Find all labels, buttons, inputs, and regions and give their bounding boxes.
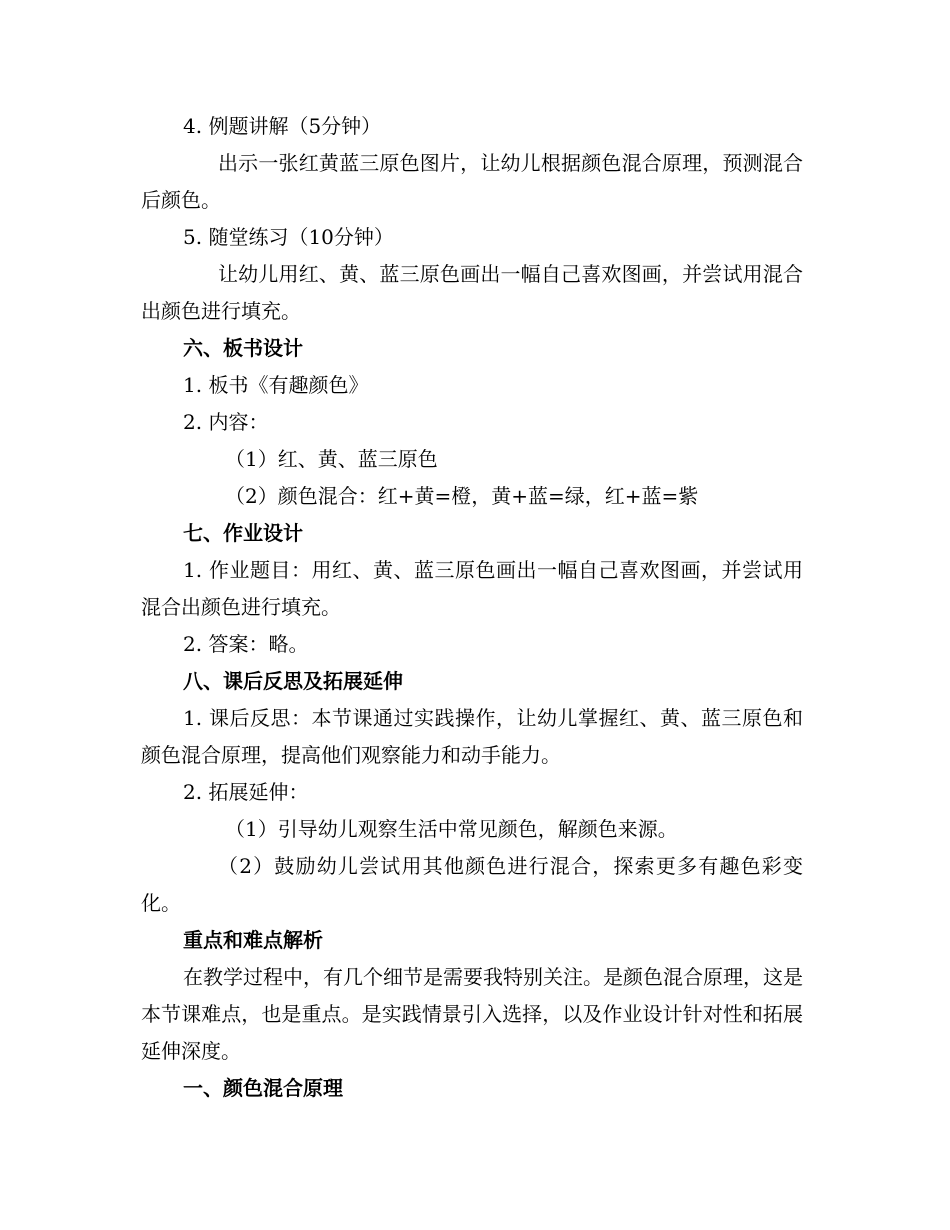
reflection-item-1: 1. 课后反思：本节课通过实践操作，让幼儿掌握红、黄、蓝三原色和颜色混合原理，提高他们观察能力和动手能力。 <box>141 706 803 767</box>
step-example-body: 出示一张红黄蓝三原色图片，让幼儿根据颜色混合原理，预测混合后颜色。 <box>141 151 803 212</box>
step-example-heading: 4. 例题讲解（5分钟） <box>183 114 382 138</box>
section-heading-board-design: 六、板书设计 <box>183 336 303 360</box>
board-subitem-1: （1）红、黄、蓝三原色 <box>225 447 438 471</box>
step-practice-heading: 5. 随堂练习（10分钟） <box>183 225 394 249</box>
homework-item-2: 2. 答案：略。 <box>183 632 309 656</box>
section-heading-homework: 七、作业设计 <box>183 521 303 545</box>
board-item-1: 1. 板书《有趣颜色》 <box>183 373 369 397</box>
reflection-item-2: 2. 拓展延伸： <box>183 780 309 804</box>
document-body <box>141 108 803 1107</box>
section-heading-reflection: 八、课后反思及拓展延伸 <box>183 669 403 693</box>
board-item-2: 2. 内容： <box>183 410 269 434</box>
section-heading-color-mixing: 一、颜色混合原理 <box>183 1076 343 1100</box>
extension-subitem-1: （1）引导幼儿观察生活中常见颜色，解颜色来源。 <box>225 817 678 841</box>
key-points-body: 在教学过程中，有几个细节是需要我特别关注。是颜色混合原理，这是本节课难点，也是重点。是实践情景引入选择，以及作业设计针对性和拓展延伸深度。 <box>141 965 803 1063</box>
board-subitem-2: （2）颜色混合：红+黄=橙，黄+蓝=绿，红+蓝=紫 <box>225 484 699 508</box>
homework-item-1: 1. 作业题目：用红、黄、蓝三原色画出一幅自己喜欢图画，并尝试用混合出颜色进行填充。 <box>141 558 803 619</box>
section-heading-key-points: 重点和难点解析 <box>183 928 323 952</box>
extension-subitem-2: （2）鼓励幼儿尝试用其他颜色进行混合，探索更多有趣色彩变化。 <box>141 854 803 915</box>
step-practice-body: 让幼儿用红、黄、蓝三原色画出一幅自己喜欢图画，并尝试用混合出颜色进行填充。 <box>141 262 803 323</box>
